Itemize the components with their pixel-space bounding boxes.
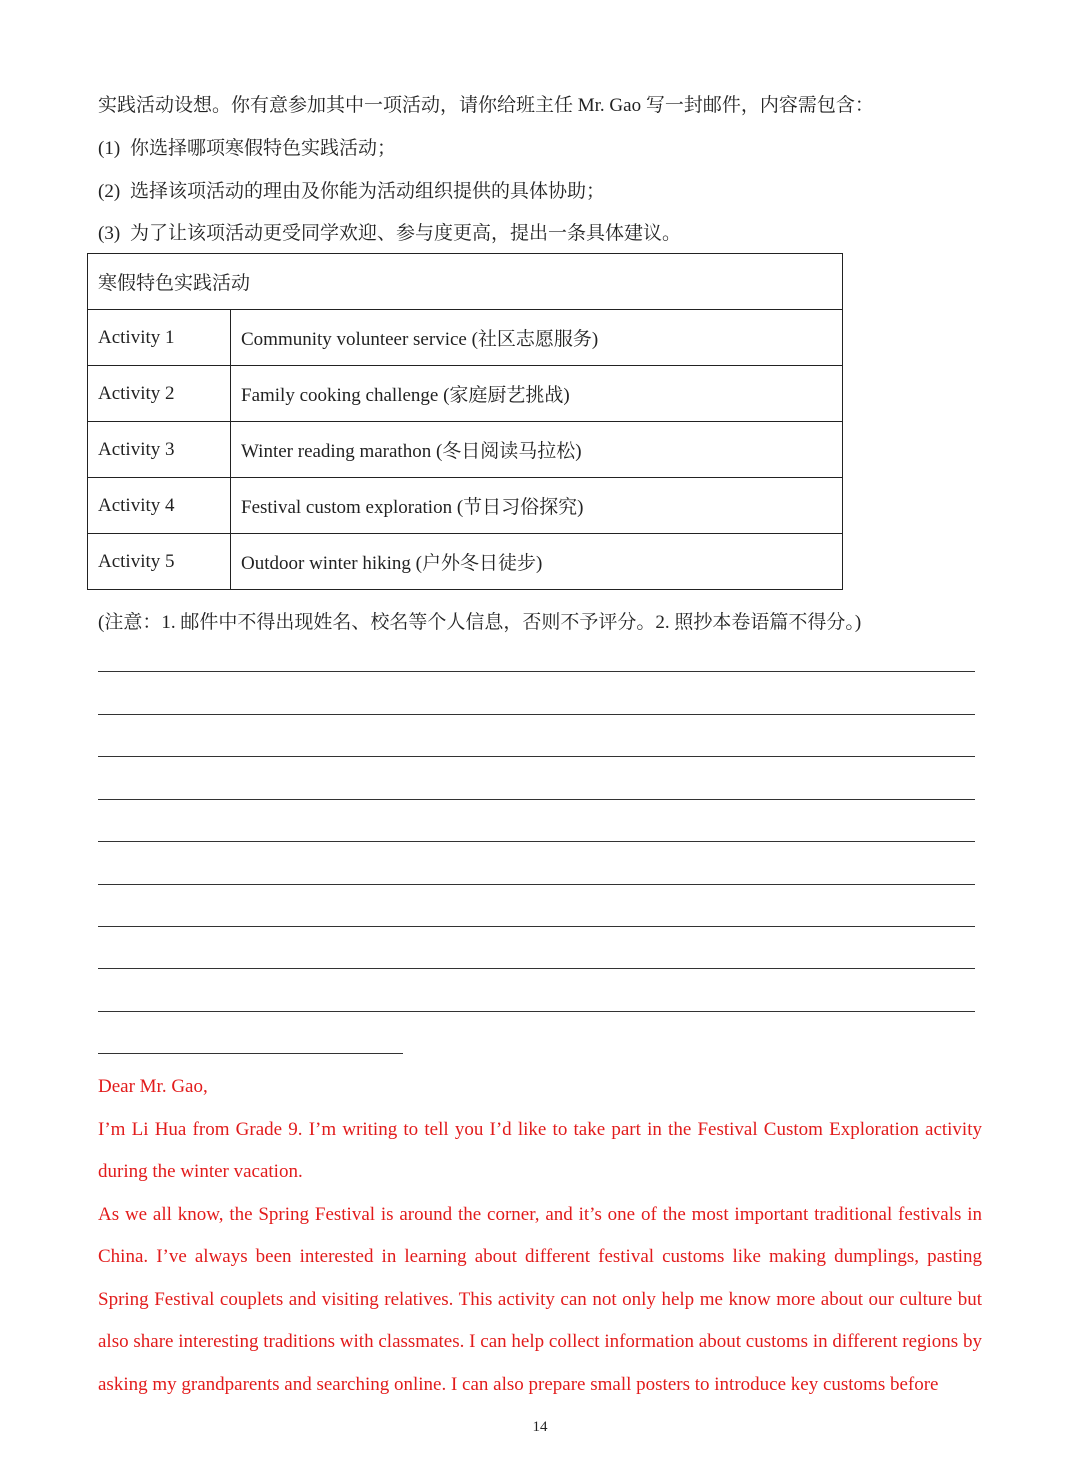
activity-label: Activity 4: [88, 478, 231, 534]
requirement-2: [98, 176, 605, 203]
table-row: [88, 534, 843, 590]
answer-paragraph-1: I’m Li Hua from Grade 9. I’m writing to tell you I’d like to take part in the Festival Custom Exploration activity during the winter vacation.: [98, 1118, 982, 1182]
answer-greeting: Dear Mr. Gao,: [98, 1076, 208, 1097]
requirement-3: [98, 218, 681, 245]
activity-label: Activity 5: [88, 534, 231, 590]
answer-paragraph-2: As we all know, the Spring Festival is around the corner, and it’s one of the most important traditional festivals in China. I’ve always been interested in learning about different festival customs like making dumplings, pasting Spring Festival couplets and visiting relatives. This activity can not only help me know more about our culture but also share interesting traditions with classmates. I can help collect information about customs in different regions by asking my grandparents and searching online. I can also prepare small posters to introduce key customs before: [98, 1203, 982, 1395]
requirement-1: [98, 133, 396, 160]
writing-line[interactable]: [98, 714, 975, 715]
requirement-number: (3): [98, 223, 121, 244]
table-row: [88, 422, 843, 478]
writing-line[interactable]: [98, 671, 975, 672]
table-row: [88, 478, 843, 534]
sample-answer: [98, 1066, 982, 1406]
intro-text: 实践活动设想。你有意参加其中一项活动，请你给班主任 Mr. Gao 写一封邮件，内容需包含：: [98, 95, 874, 116]
activity-description: Festival custom exploration (节日习俗探究): [231, 478, 843, 534]
activity-description: Outdoor winter hiking (户外冬日徒步): [231, 534, 843, 590]
table-row: [88, 310, 843, 366]
writing-line[interactable]: [98, 799, 975, 800]
activity-label: Activity 2: [88, 366, 231, 422]
requirement-text: 选择该项活动的理由及你能为活动组织提供的具体协助；: [130, 181, 606, 202]
writing-line[interactable]: [98, 968, 975, 969]
table-header-row: [88, 254, 843, 310]
page-number: 14: [532, 1419, 548, 1435]
writing-line-final[interactable]: [98, 1053, 403, 1054]
note-text: (注意：1. 邮件中不得出现姓名、校名等个人信息，否则不予评分。2. 照抄本卷语篇不得分。): [98, 612, 862, 633]
writing-line[interactable]: [98, 841, 975, 842]
writing-line[interactable]: [98, 1011, 975, 1012]
table-header-cell: 寒假特色实践活动: [88, 254, 843, 310]
writing-line[interactable]: [98, 756, 975, 757]
activity-description: Winter reading marathon (冬日阅读马拉松): [231, 422, 843, 478]
writing-line[interactable]: [98, 884, 975, 885]
table-row: [88, 366, 843, 422]
requirement-number: (2): [98, 181, 121, 202]
activity-label: Activity 3: [88, 422, 231, 478]
requirement-text: 为了让该项活动更受同学欢迎、参与度更高，提出一条具体建议。: [130, 223, 682, 244]
activity-table: [87, 253, 843, 590]
activity-label: Activity 1: [88, 310, 231, 366]
requirement-number: (1): [98, 138, 121, 159]
requirement-text: 你选择哪项寒假特色实践活动；: [130, 138, 397, 159]
writing-line[interactable]: [98, 926, 975, 927]
activity-description: Community volunteer service (社区志愿服务): [231, 310, 843, 366]
activity-description: Family cooking challenge (家庭厨艺挑战): [231, 366, 843, 422]
